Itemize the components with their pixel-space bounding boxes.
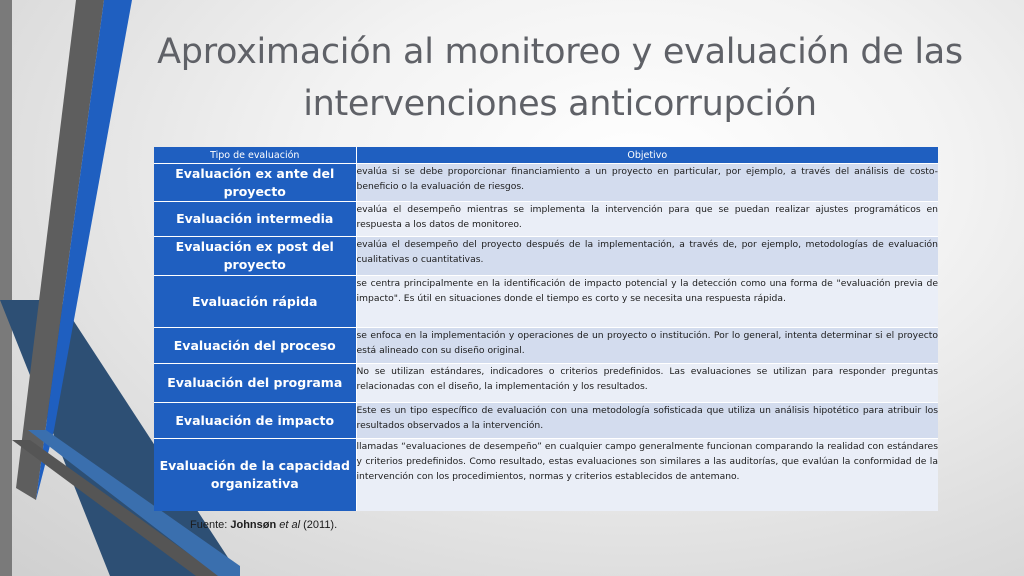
table-row (154, 328, 938, 364)
row-objective-text: No se utilizan estándares, indicadores o criterios predefinidos. Las evaluaciones se utilizan para responder preguntas relacionadas con el diseño, la implementación y los resultados. (356, 364, 938, 403)
row-objective-text: se centra principalmente en la identificación de impacto potencial y la detección como una forma de "evaluación previa de impacto". Es útil en situaciones donde el tiempo es corto y se necesita una respuesta rápida. (356, 276, 938, 328)
table-row (154, 202, 938, 237)
row-objective-text: se enfoca en la implementación y operaciones de un proyecto o institución. Por lo general, intenta determinar si el proyecto está alineado con su diseño original. (356, 328, 938, 364)
source-citation (190, 519, 337, 531)
row-objective-text: evalúa si se debe proporcionar financiamiento a un proyecto en particular, por ejemplo, a través del análisis de costo-beneficio o la evaluación de riesgos. (356, 164, 938, 202)
table-row (154, 276, 938, 328)
table-row (154, 364, 938, 403)
row-type-label: Evaluación ex post del proyecto (154, 237, 356, 276)
table-row (154, 439, 938, 511)
source-author: Johnsøn (230, 519, 277, 531)
row-type-label: Evaluación ex ante del proyecto (154, 164, 356, 202)
row-objective-text: Este es un tipo específico de evaluación con una metodología sofisticada que utiliza un análisis hipotético para atribuir los resultados observados a la intervención. (356, 403, 938, 439)
row-type-label: Evaluación de la capacidad organizativa (154, 439, 356, 511)
source-prefix: Fuente: (190, 519, 231, 531)
table-header-row (154, 147, 938, 164)
evaluation-types-table (154, 147, 938, 511)
row-type-label: Evaluación intermedia (154, 202, 356, 237)
table-row (154, 403, 938, 439)
source-year: (2011). (300, 519, 338, 531)
row-objective-text: evalúa el desempeño del proyecto después de la implementación, a través de, por ejemplo, metodologías de evaluación cualitativas o cuantitativas. (356, 237, 938, 276)
table-row (154, 237, 938, 276)
header-objective: Objetivo (356, 147, 938, 164)
row-objective-text: evalúa el desempeño mientras se implementa la intervención para que se puedan realizar ajustes programáticos en respuesta a los datos de monitoreo. (356, 202, 938, 237)
table-row (154, 164, 938, 202)
source-etal: et al (279, 519, 301, 531)
row-type-label: Evaluación rápida (154, 276, 356, 328)
row-type-label: Evaluación del proceso (154, 328, 356, 364)
row-type-label: Evaluación del programa (154, 364, 356, 403)
row-type-label: Evaluación de impacto (154, 403, 356, 439)
row-objective-text: llamadas “evaluaciones de desempeño” en cualquier campo generalmente funcionan comparando la realidad con estándares y criterios predefinidos. Como resultado, estas evaluaciones son similares a las auditorías, que evalúan la conformidad de la intervención con los procedimientos, normas y criterios establecidos de antemano. (356, 439, 938, 511)
slide-title: Aproximación al monitoreo y evaluación de las intervenciones anticorrupción (157, 32, 963, 124)
header-type: Tipo de evaluación (154, 147, 356, 164)
